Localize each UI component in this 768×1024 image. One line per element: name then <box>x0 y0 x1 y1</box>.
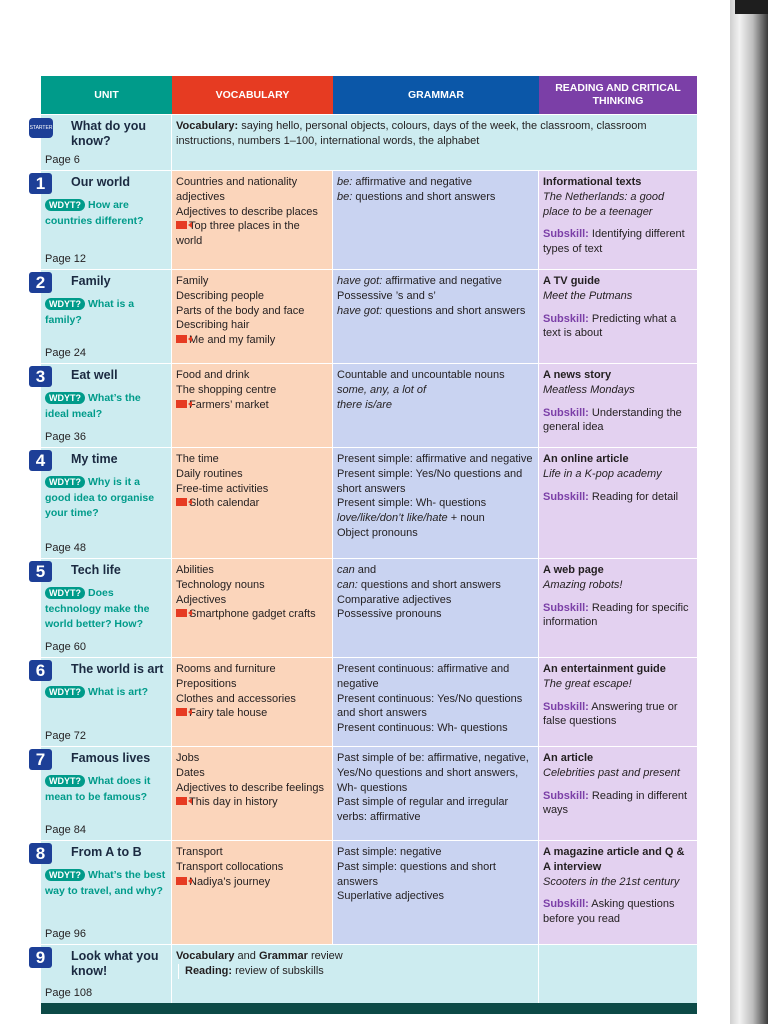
video-item[interactable]: Me and my family <box>176 333 328 348</box>
vocab-item: Adjectives <box>176 593 227 606</box>
reading-title: An article <box>543 752 594 764</box>
grammar-item: Present continuous: affirmative and negative <box>337 663 510 690</box>
starter-unit-cell <box>29 114 172 170</box>
vocab-item: Countries and nationality adjectives <box>176 176 298 203</box>
wdyt-question: WDYT? What is a family? <box>45 298 135 326</box>
unit-number: 5 <box>29 561 52 582</box>
reading-subtitle: Celebrities past and present <box>543 766 680 779</box>
review-vocabulary: Vocabulary and Grammar reviewReading: review of subskills <box>172 944 539 1003</box>
subskill: Subskill: Reading for detail <box>543 490 679 503</box>
page-number: Page 24 <box>45 347 86 359</box>
vocab-item: Abilities <box>176 564 214 576</box>
grammar-item: there is/are <box>337 398 393 411</box>
vocabulary-cell <box>172 447 333 558</box>
video-item[interactable]: Nadiya’s journey <box>176 875 328 890</box>
vocabulary-text: saying hello, personal objects, colours, days of the week, the classroom, classroom instructions, numbers 1–100, international words, the alphabet <box>176 120 647 147</box>
grammar-item: Superlative adjectives <box>337 890 445 903</box>
unit-title: My time <box>71 452 118 466</box>
vocabulary-cell <box>172 657 333 746</box>
reading-title: Informational texts <box>543 176 642 188</box>
page-number: Page 108 <box>45 987 93 999</box>
contents-table <box>29 76 697 1011</box>
reading-cell <box>539 170 697 269</box>
video-icon <box>176 877 187 885</box>
reading-cell <box>539 657 697 746</box>
grammar-item: can and <box>337 564 377 576</box>
unit-cell-7 <box>35 746 172 840</box>
grammar-item: have got: questions and short answers <box>337 304 526 317</box>
grammar-cell <box>333 363 539 447</box>
vocab-item: Daily routines <box>176 467 243 480</box>
unit-number: 8 <box>29 843 52 864</box>
vocab-item: Describing people <box>176 289 265 302</box>
header-grammar: GRAMMAR <box>333 76 539 114</box>
vocabulary-label: Vocabulary: <box>176 120 239 132</box>
subskill: Subskill: Asking questions before you read <box>543 898 675 926</box>
unit-number: 4 <box>29 450 52 471</box>
reading-cell <box>539 269 697 363</box>
grammar-item: Past simple of regular and irregular verbs: affirmative <box>337 796 509 824</box>
reading-title: A TV guide <box>543 275 601 287</box>
book-edge <box>735 0 768 14</box>
reading-subtitle: The great escape! <box>543 677 632 690</box>
video-item[interactable]: Sloth calendar <box>176 496 328 511</box>
reading-subtitle: Meet the Putmans <box>543 289 633 302</box>
grammar-item: Present simple: affirmative and negative <box>337 453 533 465</box>
vocab-item: Prepositions <box>176 677 237 690</box>
wdyt-badge: WDYT? <box>45 686 85 698</box>
reading-subtitle: Meatless Mondays <box>543 383 635 396</box>
vocabulary-cell <box>172 170 333 269</box>
reading-title: A web page <box>543 564 604 576</box>
wdyt-badge: WDYT? <box>45 199 85 211</box>
subskill: Subskill: Identifying different types of text <box>543 228 685 256</box>
video-item[interactable]: Smartphone gadget crafts <box>176 607 328 622</box>
unit-cell-5 <box>35 558 172 657</box>
grammar-cell <box>333 840 539 944</box>
video-icon <box>176 609 187 617</box>
wdyt-badge: WDYT? <box>45 476 85 488</box>
subskill: Subskill: Reading in different ways <box>543 789 688 817</box>
vocab-item: Adjectives to describe places <box>176 205 318 218</box>
starter-badge: STARTER <box>29 118 53 138</box>
reading-cell <box>539 840 697 944</box>
grammar-item: Possessive ’s and s’ <box>337 289 436 302</box>
wdyt-question: WDYT? Does technology make the world better? How? <box>45 587 150 630</box>
vocab-item: Adjectives to describe feelings <box>176 781 324 794</box>
header-vocabulary: VOCABULARY <box>172 76 333 114</box>
vocab-item: The shopping centre <box>176 383 277 396</box>
grammar-item: Comparative adjectives <box>337 593 452 606</box>
vocab-item: Food and drink <box>176 369 250 381</box>
grammar-item: Present simple: Wh- questions <box>337 497 487 510</box>
wdyt-badge: WDYT? <box>45 392 85 404</box>
subskill: Subskill: Understanding the general idea <box>543 406 682 434</box>
unit-title: Eat well <box>71 368 118 382</box>
vocab-item: Jobs <box>176 752 200 764</box>
vocabulary-cell <box>172 269 333 363</box>
page-number: Page 6 <box>45 154 80 166</box>
review-unit-cell <box>35 944 172 1003</box>
vocabulary-cell <box>172 840 333 944</box>
video-icon <box>176 221 187 229</box>
subskill: Subskill: Answering true or false questions <box>543 700 678 728</box>
grammar-item: be: questions and short answers <box>337 190 496 203</box>
page-number: Page 12 <box>45 253 86 265</box>
vocab-item: Transport <box>176 846 223 858</box>
unit-cell-2 <box>35 269 172 363</box>
unit-number: 3 <box>29 366 52 387</box>
video-item[interactable]: Fairy tale house <box>176 706 328 721</box>
starter-vocabulary <box>172 114 697 170</box>
unit-title: Family <box>71 274 111 288</box>
page-number: Page 60 <box>45 641 86 653</box>
reading-cell <box>539 746 697 840</box>
reading-cell <box>539 558 697 657</box>
wdyt-badge: WDYT? <box>45 298 85 310</box>
unit-cell-8 <box>35 840 172 944</box>
video-icon <box>176 400 187 408</box>
grammar-cell <box>333 447 539 558</box>
header-reading: READING AND CRITICAL THINKING <box>539 76 697 114</box>
unit-cell-3 <box>35 363 172 447</box>
vocab-item: Transport collocations <box>176 860 284 873</box>
video-item[interactable]: This day in history <box>176 795 328 810</box>
header-unit: UNIT <box>41 76 172 114</box>
unit-cell-1 <box>35 170 172 269</box>
vocab-item: Dates <box>176 766 205 779</box>
video-icon <box>176 708 187 716</box>
reading-subtitle: Life in a K-pop academy <box>543 467 662 480</box>
unit-title: Our world <box>71 175 131 189</box>
grammar-cell <box>333 657 539 746</box>
reading-subtitle: The Netherlands: a good place to be a teenager <box>543 190 665 218</box>
grammar-item: Present continuous: Yes/No questions and short answers <box>337 692 523 720</box>
unit-title: What do you know? <box>71 119 146 148</box>
wdyt-question: WDYT? What’s the best way to travel, and why? <box>45 869 166 897</box>
page-number: Page 96 <box>45 928 86 940</box>
grammar-item: Possessive pronouns <box>337 608 442 621</box>
grammar-item: can: questions and short answers <box>337 578 501 591</box>
reading-cell <box>539 447 697 558</box>
grammar-item: be: affirmative and negative <box>337 176 472 188</box>
footer-bar <box>41 1003 697 1014</box>
grammar-item: Present continuous: Wh- questions <box>337 722 508 735</box>
vocab-item: Free-time activities <box>176 482 269 495</box>
vocab-item: Clothes and accessories <box>176 692 296 705</box>
reading-subtitle: Scooters in the 21st century <box>543 875 680 888</box>
reading-title: An entertainment guide <box>543 663 666 675</box>
vocabulary-cell <box>172 558 333 657</box>
unit-title: Tech life <box>71 563 121 577</box>
page-number: Page 84 <box>45 824 86 836</box>
grammar-cell <box>333 170 539 269</box>
video-icon <box>176 498 187 506</box>
reading-title: An online article <box>543 453 629 465</box>
subskill: Subskill: Reading for specific information <box>543 601 689 629</box>
grammar-item: Countable and uncountable nouns <box>337 369 505 381</box>
unit-number: 6 <box>29 660 52 681</box>
vocab-item: Parts of the body and face <box>176 304 305 317</box>
video-item[interactable]: Farmers’ market <box>176 398 328 413</box>
grammar-cell <box>333 746 539 840</box>
unit-number: 7 <box>29 749 52 770</box>
unit-title: The world is art <box>71 662 164 676</box>
wdyt-question: WDYT? What’s the ideal meal? <box>45 392 141 420</box>
unit-title: Famous lives <box>71 751 151 765</box>
page-number: Page 36 <box>45 431 86 443</box>
review-reading <box>539 944 697 1003</box>
grammar-item: Object pronouns <box>337 526 418 539</box>
vocab-item: Technology nouns <box>176 578 265 591</box>
wdyt-question: WDYT? What is art? <box>45 685 167 701</box>
unit-number: 1 <box>29 173 52 194</box>
vocabulary-cell <box>172 363 333 447</box>
unit-title: From A to B <box>71 845 142 859</box>
subskill: Subskill: Predicting what a text is about <box>543 312 677 340</box>
reading-cell <box>539 363 697 447</box>
wdyt-badge: WDYT? <box>45 775 85 787</box>
wdyt-question: WDYT? What does it mean to be famous? <box>45 775 151 803</box>
grammar-item: have got: affirmative and negative <box>337 275 502 287</box>
unit-title: Look what you know! <box>71 949 159 978</box>
reading-title: A news story <box>543 369 612 381</box>
grammar-item: love/like/don’t like/hate + noun <box>337 512 485 525</box>
grammar-cell <box>333 269 539 363</box>
video-icon <box>176 797 187 805</box>
unit-number: 2 <box>29 272 52 293</box>
vocab-item: Describing hair <box>176 319 250 332</box>
page-number: Page 72 <box>45 730 86 742</box>
unit-number: 9 <box>29 947 52 968</box>
vocab-item: Rooms and furniture <box>176 663 276 675</box>
wdyt-question: WDYT? Why is it a good idea to organise your time? <box>45 476 155 519</box>
reading-title: A magazine article and Q & A interview <box>543 846 685 873</box>
grammar-cell <box>333 558 539 657</box>
video-item[interactable]: Top three places in the world <box>176 220 300 248</box>
wdyt-question: WDYT? How are countries different? <box>45 199 144 227</box>
vocabulary-cell <box>172 746 333 840</box>
grammar-item: Present simple: Yes/No questions and short answers <box>337 467 523 495</box>
page-number: Page 48 <box>45 542 86 554</box>
grammar-item: some, any, a lot of <box>337 383 427 396</box>
wdyt-badge: WDYT? <box>45 869 85 881</box>
vocab-item: The time <box>176 453 219 465</box>
wdyt-badge: WDYT? <box>45 587 85 599</box>
video-icon <box>176 335 187 343</box>
unit-cell-4 <box>35 447 172 558</box>
book-spine <box>730 0 768 1024</box>
reading-subtitle: Amazing robots! <box>543 578 623 591</box>
grammar-item: Past simple of be: affirmative, negative, Yes/No questions and short answers, Wh- questions <box>337 752 529 794</box>
unit-cell-6 <box>35 657 172 746</box>
grammar-item: Past simple: questions and short answers <box>337 860 496 888</box>
grammar-item: Past simple: negative <box>337 846 442 858</box>
vocab-item: Family <box>176 275 209 287</box>
